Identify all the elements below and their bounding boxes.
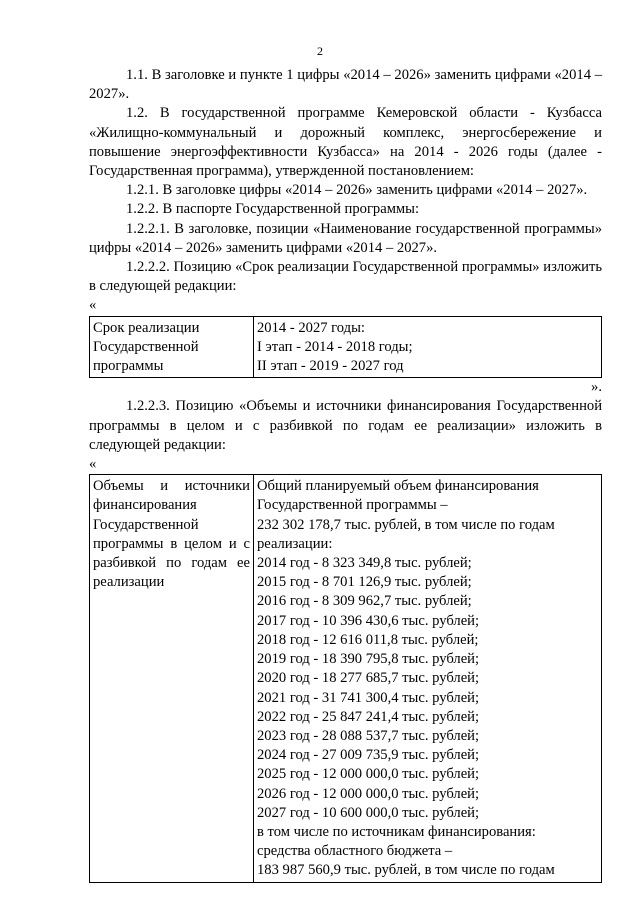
funding-line: 2025 год - 12 000 000,0 тыс. рублей; [257,766,480,783]
funding-line: 2021 год - 31 741 300,4 тыс. рублей; [257,689,480,706]
funding-line: 2027 год - 10 600 000,0 тыс. рублей; [257,804,480,821]
quote-open-2: « [89,456,97,473]
funding-line: 2018 год - 12 616 011,8 тыс. рублей; [257,631,479,648]
quote-close-1: ». [591,379,602,396]
funding-line: 2014 год - 8 323 349,8 тыс. рублей; [257,555,472,572]
funding-line: 2024 год - 27 009 735,9 тыс. рублей; [257,747,480,764]
funding-line: 2019 год - 18 390 795,8 тыс. рублей; [257,651,480,668]
funding-value-cell [254,475,602,882]
term-value-cell [254,316,602,378]
paragraph-1-2-1: 1.2.1. В заголовке цифры «2014 – 2026» заменить цифрами «2014 – 2027». [126,182,588,199]
quote-open-1: « [89,297,97,314]
term-line: II этап - 2019 - 2027 год [257,358,404,375]
paragraph-1-2-2-1: 1.2.2.1. В заголовке, позиции «Наименование государственной программы» цифры «2014 – 2026» заменить цифрами «2014 – 2027». [89,220,602,256]
paragraph-1-2-2: 1.2.2. В паспорте Государственной программы: [126,201,420,218]
funding-line: 2026 год - 12 000 000,0 тыс. рублей; [257,785,480,802]
term-line: I этап - 2014 - 2018 годы; [257,338,413,355]
paragraph-1-2-2-2: 1.2.2.2. Позицию «Срок реализации Государственной программы» изложить в следующей редакции: [89,259,602,295]
funding-line: 232 302 178,7 тыс. рублей, в том числе по годам [257,516,555,533]
funding-line: 183 987 560,9 тыс. рублей, в том числе по годам [257,862,555,879]
document-body [89,66,602,883]
term-label-cell: Срок реализации Государственной программы [90,316,254,378]
table-row [90,475,602,882]
funding-line: 2023 год - 28 088 537,7 тыс. рублей; [257,727,480,744]
paragraph-1-2-2-3: 1.2.2.3. Позицию «Объемы и источники финансирования Государственной программы в целом и с разбивкой по годам ее реализации» изложить в следующей редакции: [89,398,602,453]
funding-line: 2015 год - 8 701 126,9 тыс. рублей; [257,574,472,591]
table-row [90,316,602,378]
funding-line: Общий планируемый объем финансирования [257,478,539,495]
funding-line: 2016 год - 8 309 962,7 тыс. рублей; [257,593,472,610]
funding-line: 2017 год - 10 396 430,6 тыс. рублей; [257,612,480,629]
paragraph-1-2: 1.2. В государственной программе Кемеровской области - Кузбасса «Жилищно-коммунальный и дорожный комплекс, энергосбережение и повышение энергоэффективности Кузбасса» на 2014 - 2026 годы (далее - Государственная программа), утвержденной постановлением: [89,105,602,180]
funding-line: 2022 год - 25 847 241,4 тыс. рублей; [257,708,480,725]
funding-label-cell: Объемы и источники финансирования Государственной программы в целом и с разбивкой по годам ее реализации [90,475,254,882]
term-line: 2014 - 2027 годы: [257,319,365,336]
term-table [89,316,602,379]
funding-line: реализации: [257,535,333,552]
funding-line: 2020 год - 18 277 685,7 тыс. рублей; [257,670,480,687]
funding-line: в том числе по источникам финансирования: [257,823,536,840]
funding-table [89,474,602,882]
funding-line: средства областного бюджета – [257,843,453,860]
paragraph-1-1: 1.1. В заголовке и пункте 1 цифры «2014 – 2026» заменить цифрами «2014 – 2027». [89,67,602,103]
page-number: 2 [317,44,323,58]
funding-line: Государственной программы – [257,497,448,514]
